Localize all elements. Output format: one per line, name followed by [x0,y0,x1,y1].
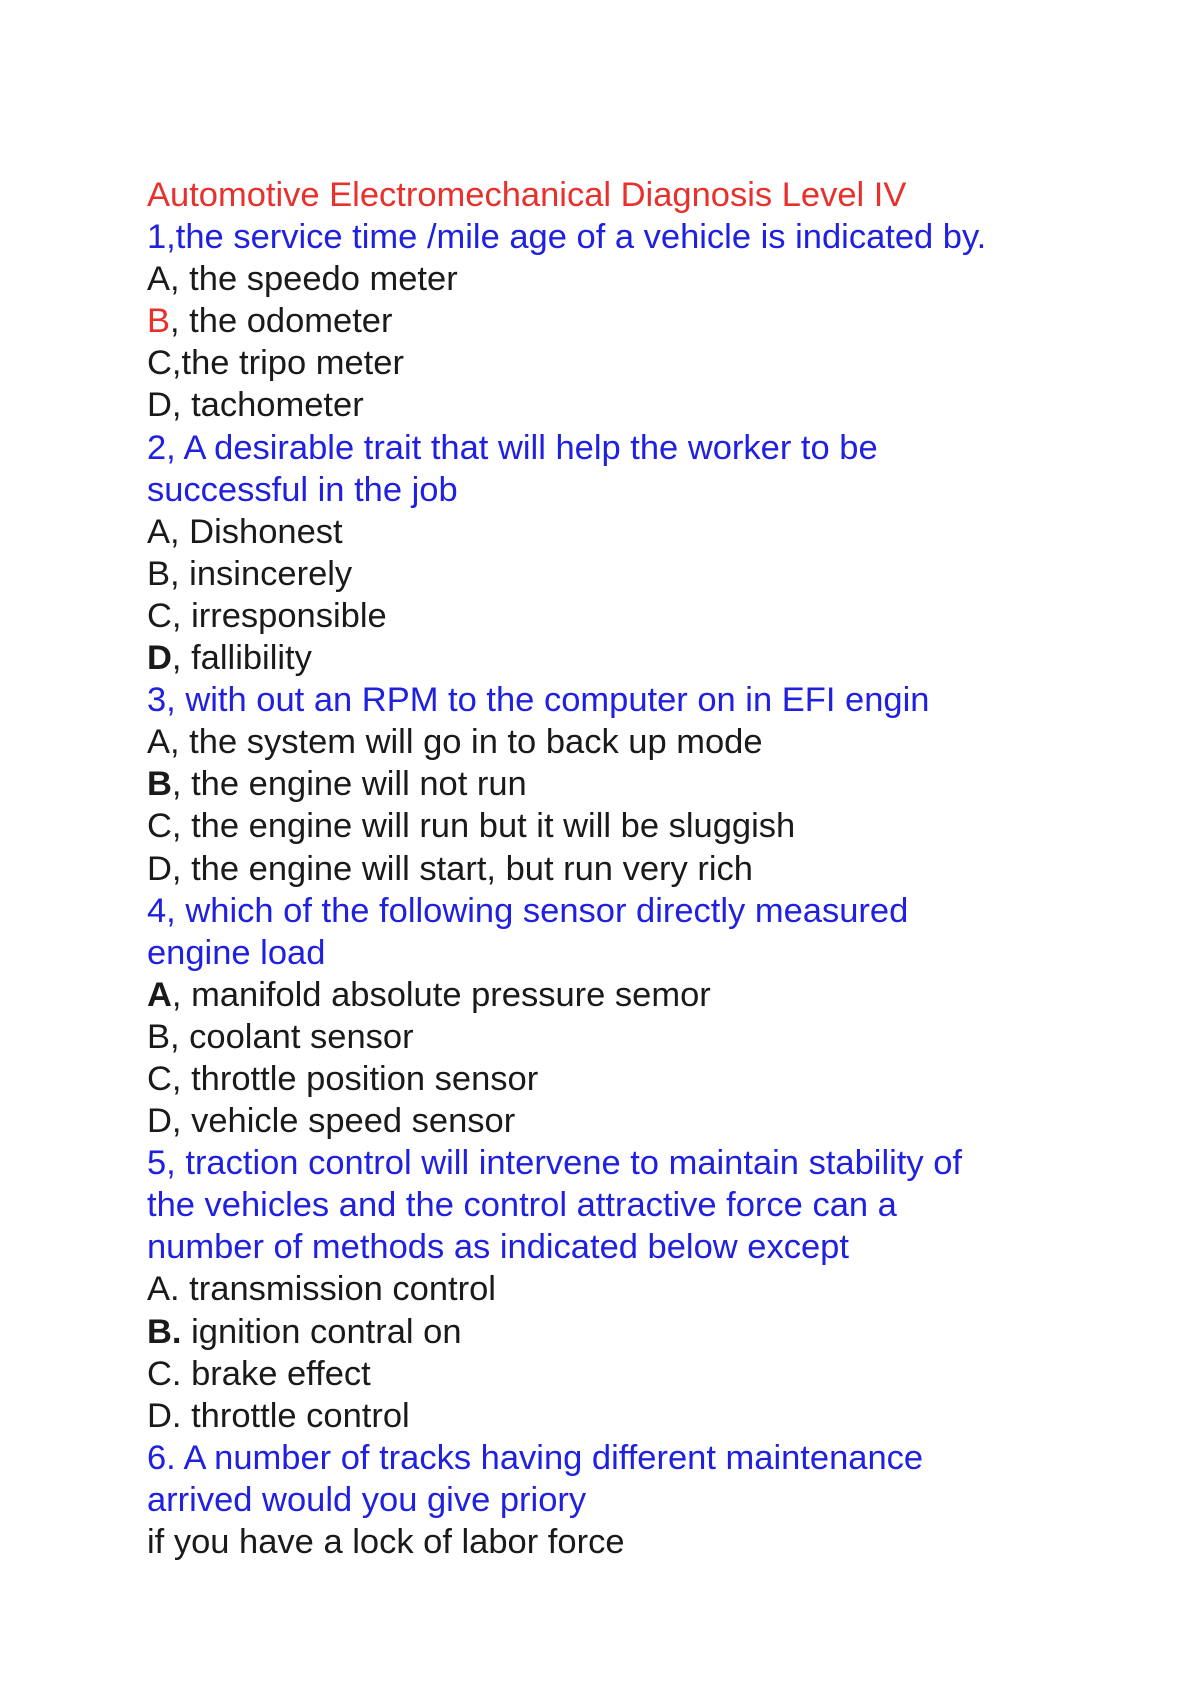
question-5-text-cont-1: the vehicles and the control attractive force can a [147,1186,897,1225]
document-title: Automotive Electromechanical Diagnosis Level IV [147,176,907,214]
option-text: , manifold absolute pressure semor [171,975,711,1014]
question-2-option-b [147,553,1107,595]
option-text: ,the tripo meter [171,344,404,383]
option-label: C [147,596,172,635]
question-6-followup: if you have a lock of labor force [147,1523,625,1561]
question-5-option-d [147,1395,1107,1437]
option-label: B [147,1017,171,1056]
question-2-option-d [147,637,1107,679]
option-text: . brake effect [171,1354,371,1393]
option-text: , the speedo meter [170,260,458,299]
question-4-option-a [147,974,1107,1016]
option-text: , irresponsible [171,596,387,635]
option-text: ignition contral on [181,1312,462,1351]
option-label: D [147,849,172,888]
option-label: B [147,554,171,593]
question-5-text-cont-2: number of methods as indicated below except [147,1228,849,1267]
question-1-option-c [147,342,1107,384]
option-label: C [147,344,172,383]
option-text: , tachometer [171,386,364,425]
question-5-text: 5, traction control will intervene to maintain stability of [147,1144,962,1183]
question-5-option-b [147,1311,1107,1353]
question-4-option-b [147,1016,1107,1058]
question-2-text: 2, A desirable trait that will help the worker to be [147,428,878,467]
option-label: C [147,807,172,846]
option-text: , the odometer [170,302,393,341]
option-text: . transmission control [170,1270,496,1309]
question-4-option-c [147,1058,1107,1100]
question-6-text: 6. A number of tracks having different maintenance [147,1438,924,1477]
question-3-text: 3, with out an RPM to the computer on in EFI engin [147,681,930,720]
option-label-answer: B [147,302,171,341]
option-text: , insincerely [170,554,353,593]
question-3-option-c [147,805,1107,847]
question-1-option-b [147,300,1107,342]
option-label-answer: B [147,765,172,804]
option-text: . throttle control [171,1396,410,1435]
question-4-text-cont: engine load [147,933,326,972]
question-2-text-cont: successful in the job [147,470,458,509]
question-3-option-d [147,848,1107,890]
question-4-option-d [147,1100,1107,1142]
question-2-option-c [147,595,1107,637]
option-text: . [171,1312,182,1351]
option-text: , the engine will run but it will be sluggish [171,807,796,846]
option-text: , throttle position sensor [171,1059,539,1098]
question-1-option-d [147,384,1107,426]
option-text: , the system will go in to back up mode [170,723,763,762]
question-6-text-cont: arrived would you give priory [147,1480,587,1519]
question-4-text: 4, which of the following sensor directly measured [147,891,909,930]
question-3-option-a [147,721,1107,763]
option-label-answer: B [147,1312,172,1351]
option-text: , vehicle speed sensor [171,1102,516,1141]
document-page [147,174,1107,1563]
option-label-answer: A [147,975,172,1014]
question-3-option-b [147,763,1107,805]
option-text: , the engine will start, but run very rich [171,849,753,888]
option-label-answer: D [147,639,172,678]
option-label: D [147,1102,172,1141]
option-label: C [147,1354,172,1393]
option-label: A [147,512,171,551]
option-label: A [147,723,171,762]
option-label: C [147,1059,172,1098]
option-label: A [147,1270,171,1309]
option-text: , coolant sensor [170,1017,414,1056]
question-5-option-a [147,1268,1107,1310]
option-label: A [147,260,171,299]
option-text: , fallibility [171,639,312,678]
option-label: D [147,386,172,425]
question-1-text: 1,the service time /mile age of a vehicle is indicated by. [147,218,987,257]
option-label: D [147,1396,172,1435]
question-2-option-a [147,511,1107,553]
option-text: , the engine will not run [171,765,527,804]
option-text: , Dishonest [170,512,343,551]
question-5-option-c [147,1353,1107,1395]
question-1-option-a [147,258,1107,300]
